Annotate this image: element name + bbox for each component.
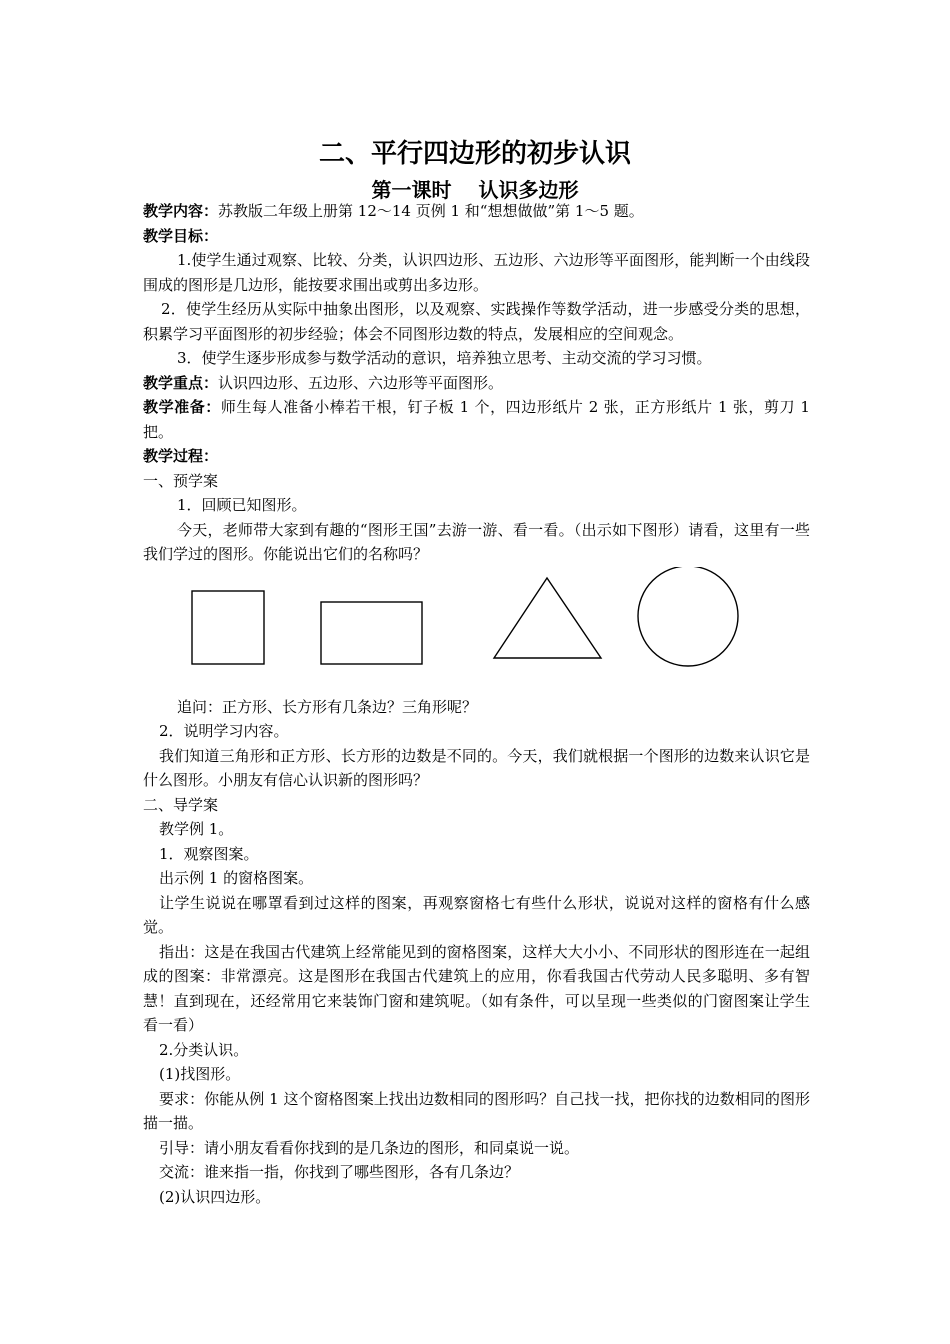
circle-shape (638, 567, 738, 666)
process-label: 教学过程： (143, 447, 219, 465)
step-1: 1．回顾已知图形。 (177, 496, 307, 514)
section-1-heading: 一、预学案 (143, 471, 219, 490)
shapes-svg (143, 567, 810, 695)
preparation (143, 395, 810, 444)
step-2: 2．说明学习内容。 (159, 722, 289, 740)
preparation-label: 教学准备： (143, 398, 221, 416)
preparation-text: 师生每人准备小棒若干根，钉子板 1 个，四边形纸片 2 张，正方形纸片 1 张，剪刀 1 把。 (143, 398, 810, 441)
guide-paragraph: 引导：请小朋友看看你找到的是几条边的图形，和同桌说一说。 (159, 1138, 580, 1157)
explain-paragraph: 我们知道三角形和正方形、长方形的边数是不同的。今天，我们就根据一个图形的边数来认识它是什么图形。小朋友有信心认识新的图形吗？ (143, 746, 810, 789)
objective-2: 2．使学生经历从实际中抽象出图形，以及观察、实践操作等数学活动，进一步感受分类的思想，积累学习平面图形的初步经验；体会不同图形边数的特点，发展相应的空间观念。 (143, 300, 810, 343)
intro-paragraph: 今天，老师带大家到有趣的“图形王国”去游一游、看一看。（出示如下图形）请看，这里有一些我们学过的图形。你能说出它们的名称吗？ (143, 520, 810, 563)
observe-step: 1．观察图案。 (159, 844, 259, 863)
key-points (143, 371, 810, 396)
shapes-figure (143, 567, 810, 695)
page-title: 二、平行四边形的初步认识 (318, 139, 631, 169)
teaching-content-label: 教学内容： (143, 202, 219, 220)
objective-1: 1.使学生通过观察、比较、分类，认识四边形、五边形、六边形等平面图形，能判断一个由线段围成的图形是几边形，能按要求围出或剪出多边形。 (143, 251, 810, 294)
show-pattern: 出示例 1 的窗格图案。 (159, 869, 314, 887)
teaching-content-text: 苏教版二年级上册第 12～14 页例 1 和“想想做做”第 1～5 题。 (218, 202, 644, 220)
objective-3: 3．使学生逐步形成参与数学活动的意识，培养独立思考、主动交流的学习习惯。 (177, 349, 712, 367)
point-paragraph: 指出：这是在我国古代建筑上经常能见到的窗格图案，这样大大小小、不同形状的图形连在一起组成的图案：非常漂亮。这是图形在我国古代建筑上的应用，你看我国古代劳动人民多聪明、多有智慧！直到现在，还经常用它来装饰门窗和建筑呢。（如有条件，可以呈现一些类似的门窗图案让学生看一看） (143, 942, 810, 1034)
ask-paragraph: 让学生说说在哪罩看到过这样的图案，再观察窗格七有些什么形状，说说对这样的窗格有什么感觉。 (143, 893, 810, 936)
lesson-content (143, 199, 810, 1209)
section-2-heading: 二、导学案 (143, 795, 219, 814)
example-heading: 教学例 1。 (159, 820, 234, 838)
require-paragraph: 要求：你能从例 1 这个窗格图案上找出边数相同的图形吗？自己找一找，把你找的边数相同的图形描一描。 (143, 1089, 810, 1132)
exchange-paragraph: 交流：谁来指一指，你找到了哪些图形，各有几条边？ (159, 1163, 520, 1181)
classify-step: 2.分类认识。 (159, 1040, 249, 1059)
key-points-text: 认识四边形、五边形、六边形等平面图形。 (218, 373, 504, 392)
follow-up-question: 追问：正方形、长方形有几条边？三角形呢？ (177, 697, 478, 716)
lesson-subtitle: 第一课时 认识多边形 (371, 178, 579, 202)
triangle-shape (494, 578, 601, 658)
rectangle-shape (321, 602, 422, 664)
recognize-quadrilateral: (2)认识四边形。 (159, 1187, 271, 1206)
square-shape (192, 591, 264, 664)
objectives-label: 教学目标： (143, 226, 219, 245)
find-shapes: (1)找图形。 (159, 1065, 241, 1083)
teaching-content (143, 199, 810, 224)
key-points-label: 教学重点： (143, 373, 219, 392)
